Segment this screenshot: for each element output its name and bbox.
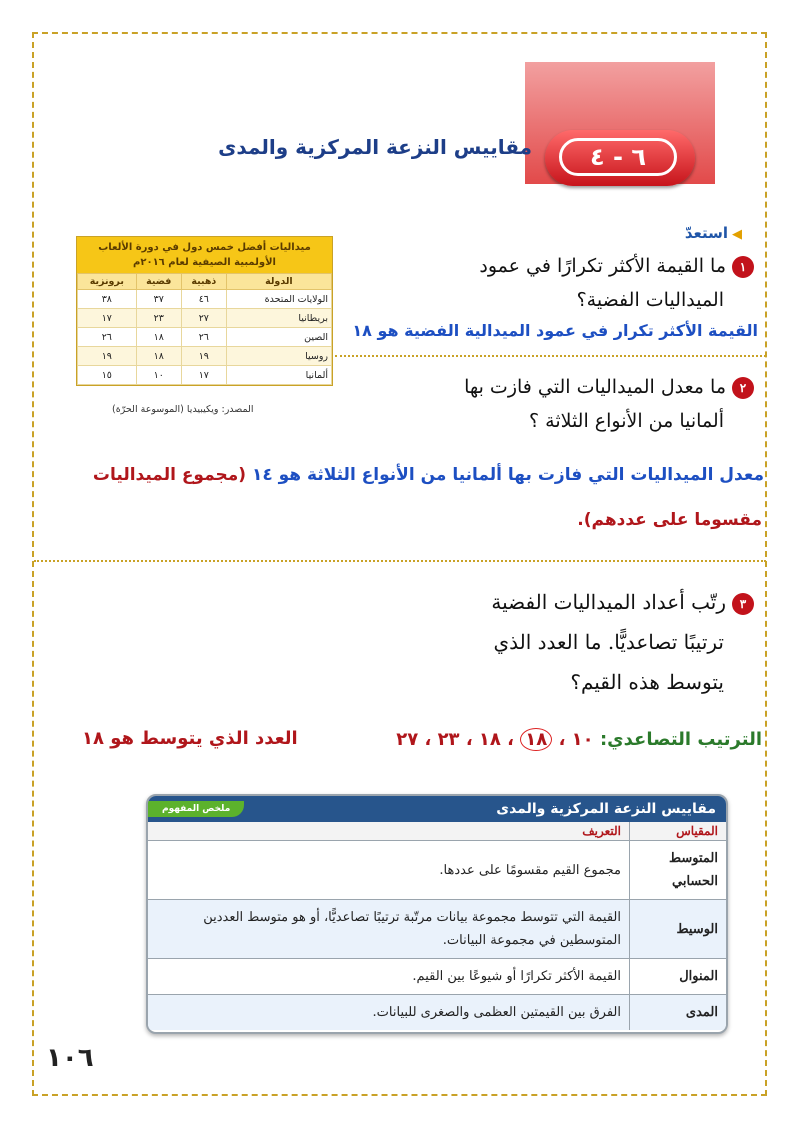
cell: ألمانيا: [226, 366, 331, 385]
header-silver: فضية: [136, 274, 181, 290]
cell: ٢٧: [181, 309, 226, 328]
q2-answer-main: معدل الميداليات التي فازت بها ألمانيا من الأنواع الثلاثة هو ١٤: [251, 465, 764, 485]
cell: ٤٦: [181, 290, 226, 309]
cell: ٢٦: [78, 328, 137, 347]
medal-table-header: [78, 274, 332, 290]
cell: ١٨: [136, 328, 181, 347]
header-country: الدولة: [226, 274, 331, 290]
cell: ١٥: [78, 366, 137, 385]
table-row: [78, 290, 332, 309]
cell: ١٠: [136, 366, 181, 385]
cell: الولايات المتحدة: [226, 290, 331, 309]
cell: الصين: [226, 328, 331, 347]
explore-label: استعدّ: [684, 224, 728, 242]
q3-middle-answer: العدد الذي يتوسط هو ١٨: [82, 728, 298, 749]
table-row: [148, 841, 726, 900]
term: المنوال: [630, 959, 727, 995]
divider: [34, 560, 766, 562]
order-values: [396, 729, 593, 750]
lesson-number: ٦ - ٤: [559, 138, 677, 176]
divider: [335, 355, 766, 357]
question-number-3: ٣: [732, 593, 754, 615]
question-number-2: ٢: [732, 377, 754, 399]
table-row: [78, 309, 332, 328]
cell: ١٧: [78, 309, 137, 328]
triangle-icon: ◀: [732, 227, 742, 242]
q2-answer-note: (مجموع الميداليات: [92, 465, 247, 485]
column-definition: التعريف: [148, 822, 630, 841]
column-measure: المقياس: [630, 822, 727, 841]
header-gold: ذهبية: [181, 274, 226, 290]
q2-line1: ما معدل الميداليات التي فازت بها: [464, 376, 726, 398]
term: المتوسط الحسابي: [630, 841, 727, 900]
cell: ١٩: [78, 347, 137, 366]
q3-line1: رتّب أعداد الميداليات الفضية: [491, 590, 726, 614]
definition: القيمة التي تتوسط مجموعة بيانات مرتّبة ترتيبًا تصاعديًّا، أو هو متوسط العددين المتوسطين في مجموعة البيانات.: [148, 900, 630, 959]
q3-answer: [396, 728, 762, 751]
definition: مجموع القيم مقسومًا على عددها.: [148, 841, 630, 900]
cell: ١٨: [136, 347, 181, 366]
question-1: [479, 249, 754, 317]
concept-header: [148, 796, 726, 822]
medal-table-source: المصدر: ويكيبيديا (الموسوعة الحرّة): [112, 404, 254, 415]
header-bronze: برونزية: [78, 274, 137, 290]
cell: ١٩: [181, 347, 226, 366]
q1-answer: القيمة الأكثر تكرار في عمود الميدالية الفضية هو ١٨: [352, 321, 758, 340]
q1-line1: ما القيمة الأكثر تكرارًا في عمود: [479, 255, 726, 277]
concept-summary-box: [146, 794, 728, 1034]
table-row: [78, 347, 332, 366]
table-row: [78, 366, 332, 385]
medal-table: [76, 236, 333, 386]
cell: ٣٧: [136, 290, 181, 309]
question-number-1: ١: [732, 256, 754, 278]
cell: ٢٣: [136, 309, 181, 328]
cell: بريطانيا: [226, 309, 331, 328]
circled-median: ١٨: [520, 728, 552, 751]
table-row: [148, 995, 726, 1031]
table-row: [78, 328, 332, 347]
concept-tag: ملخص المفهوم: [148, 801, 244, 817]
explore-heading: [685, 224, 742, 242]
q2-answer-cont: مقسوما على عددهم).: [577, 510, 762, 530]
cell: ١٧: [181, 366, 226, 385]
definition: الفرق بين القيمتين العظمى والصغرى للبيانات.: [148, 995, 630, 1031]
order-rest: ، ١٨ ، ٢٣ ، ٢٧: [396, 729, 515, 750]
cell: روسيا: [226, 347, 331, 366]
q3-line3: يتوسط هذه القيم؟: [570, 670, 724, 694]
term: الوسيط: [630, 900, 727, 959]
order-label: الترتيب التصاعدي:: [599, 729, 762, 750]
question-2: [464, 370, 754, 438]
cell: ٢٦: [181, 328, 226, 347]
concept-title: مقاييس النزعة المركزية والمدى: [496, 801, 716, 817]
lesson-title: مقاييس النزعة المركزية والمدى: [218, 135, 532, 159]
q2-answer: [93, 465, 764, 485]
q1-line2: الميداليات الفضية؟: [576, 289, 724, 311]
q2-line2: ألمانيا من الأنواع الثلاثة ؟: [529, 410, 724, 432]
medal-table-title: ميداليات أفضل خمس دول في دورة الألعاب الأولمبية الصيفية لعام ٢٠١٦م: [77, 237, 332, 273]
question-3: [491, 582, 754, 702]
term: المدى: [630, 995, 727, 1031]
order-first: ١٠ ،: [558, 729, 594, 750]
page-number: ١٠٦: [46, 1043, 94, 1073]
table-row: [148, 900, 726, 959]
q3-line2: ترتيبًا تصاعديًّا. ما العدد الذي: [493, 630, 724, 654]
table-row: [148, 959, 726, 995]
definition: القيمة الأكثر تكرارًا أو شيوعًا بين القيم.: [148, 959, 630, 995]
cell: ٣٨: [78, 290, 137, 309]
lesson-number-badge: [545, 130, 695, 186]
